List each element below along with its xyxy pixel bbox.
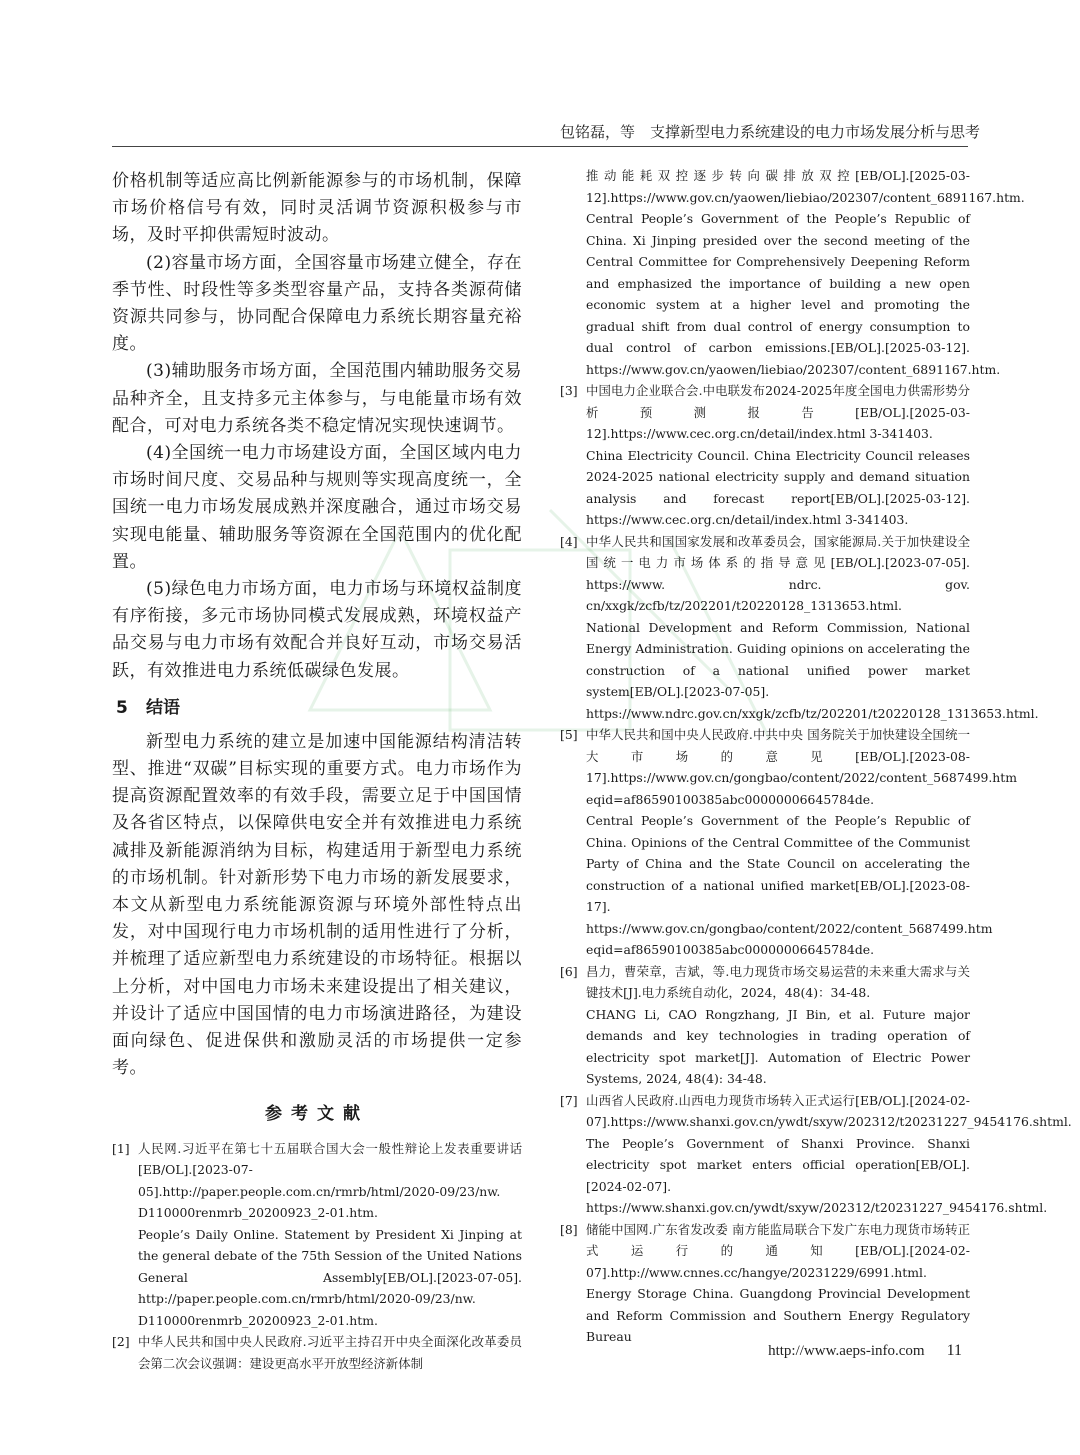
conclusion-paragraph: 新型电力系统的建立是加速中国能源结构清洁转型、推进“双碳”目标实现的重要方式。电力市场作为提高资源配置效率的有效手段，需要立足于中国国情及各省区特点，以保障供电安全并有效推进电力系统减排及新能源消纳为目标，构建适用于新型电力系统的市场机制。针对新形势下电力市场的新发展要求，本文从新型电力系统能源资源与环境外部性特点出发，对中国现行电力市场机制的适用性进行了分析，并梳理了适应新型电力系统建设的市场特征。根据以上分析，对中国电力市场未来建设提出了相关建议，并设计了适应中国国情的电力市场演进路径，为建设面向绿色、促进保供和激励灵活的市场提供一定参考。 xyxy=(112,731,522,1079)
reference-item xyxy=(112,1331,522,1374)
left-column xyxy=(112,168,522,1374)
reference-cn: 中华人民共和国国家发展和改革委员会，国家能源局.关于加快建设全国统一电力市场体系的指导意见[EB/OL].[2023-07-05]. https://www. ndrc. gov. cn/xxgk/zcfb/tz/202201/t20220128_1313653.html. xyxy=(586,533,983,613)
section-title: 结语 xyxy=(146,697,180,718)
reference-en: The People’s Government of Shanxi Province. Shanxi electricity spot market enters official operation[EB/OL].[2024-02-07]. https://www.shanxi.gov.cn/ywdt/sxyw/202312/t20231227_9454176.shtml. xyxy=(586,1135,1048,1215)
reference-en: National Development and Reform Commission, National Energy Administration. Guiding opinions on accelerating the construction of a national unified power market system[EB/OL].[2023-07-05]. https://www.ndrc.gov.cn/xxgk/zcfb/tz/202201/t20220128_1313653.html. xyxy=(586,619,1039,721)
reference-item xyxy=(560,724,1017,961)
reference-cn: 中国电力企业联合会.中电联发布2024-2025年度全国电力供需形势分析预测报告[EB/OL].[2025-03-12].https://www.cec.org.cn/detail/index.html 3-341403. xyxy=(586,383,970,441)
reference-item xyxy=(560,1090,1072,1219)
running-header: 包铭磊，等 支撑新型电力系统建设的电力市场发展分析与思考 xyxy=(560,123,981,141)
reference-number: [8] xyxy=(560,1221,578,1237)
reference-number: [7] xyxy=(560,1092,578,1108)
reference-number: [4] xyxy=(560,533,578,549)
paragraph: (4)全国统一电力市场建设方面，全国区域内电力市场时间尺度、交易品种与规则等实现高度统一，全国统一电力市场发展成熟并深度融合，通过市场交易实现电能量、辅助服务等资源在全国范围内的优化配置。 xyxy=(112,443,522,572)
reference-item xyxy=(560,961,970,1090)
reference-continuation xyxy=(560,165,1025,380)
reference-item xyxy=(560,531,1039,725)
reference-cn: 推动能耗双控逐步转向碳排放双控[EB/OL].[2025-03-12].https://www.gov.cn/yaowen/liebiao/202307/content_6891167.htm. xyxy=(586,168,1025,205)
reference-en: Central People’s Government of the People’s Republic of China. Opinions of the Central Committee of the Communist Party of China and the State Council on accelerating the construction of a national unified market[EB/OL].[2023-08-17]. https://www.gov.cn/gongbao/content/2022/content_5687499.htm eqid=af86590100385abc00000006645784de. xyxy=(586,813,993,957)
reference-number: [5] xyxy=(560,727,578,742)
reference-en: CHANG Li, CAO Rongzhang, JI Bin, et al. Future major demands and key technologies in trading operation of electricity spot market[J]. Automation of Electric Power Systems, 2024, 48(4): 34-48. xyxy=(586,1006,970,1086)
reference-cn: 昌力，曹荣章，吉斌，等.电力现货市场交易运营的未来重大需求与关键技术[J].电力系统自动化，2024，48(4)：34-48. xyxy=(586,963,970,1000)
section-heading xyxy=(116,695,522,721)
reference-en: China Electricity Council. China Electricity Council releases 2024-2025 national electricity supply and demand situation analysis and forecast report[EB/OL].[2025-03-12]. https://www.cec.org.cn/detail/index.html 3-341403. xyxy=(586,447,970,527)
reference-cn: 中华人民共和国中央人民政府.中共中央 国务院关于加快建设全国统一大市场的意见[EB/OL].[2023-08-17].https://www.gov.cn/gongbao/content/2022/content_5687499.htm eqid=af86590100385abc00000006645784de. xyxy=(586,727,1017,807)
right-column xyxy=(560,165,1072,1348)
reference-number: [6] xyxy=(560,963,578,979)
header-rule xyxy=(112,146,968,147)
footer-url[interactable]: http://www.aeps-info.com xyxy=(768,1343,925,1359)
reference-cn: 中华人民共和国中央人民政府.习近平主持召开中央全面深化改革委员会第二次会议强调：建设更高水平开放型经济新体制 xyxy=(138,1334,522,1371)
paragraph: (2)容量市场方面，全国容量市场建立健全，存在季节性、时段性等多类型容量产品，支持各类源荷储资源共同参与，协同配合保障电力系统长期容量充裕度。 xyxy=(112,252,522,355)
reference-item xyxy=(112,1138,522,1332)
page-number: 11 xyxy=(946,1342,962,1359)
reference-en: People’s Daily Online. Statement by President Xi Jinping at the general debate of the 75th Session of the United Nations General Assembly[EB/OL].[2023-07-05]. http://paper.people.com.cn/rmrb/html/2020-09/23/nw. D110000renmrb_20200923_2-01.htm. xyxy=(138,1226,522,1328)
reference-cn: 储能中国网.广东省发改委 南方能监局联合下发广东电力现货市场转正式运行的通知[EB/OL].[2024-02-07].http://www.cnnes.cc/hangye/20231229/6991.html. xyxy=(586,1221,970,1280)
paragraph: (5)绿色电力市场方面，电力市场与环境权益制度有序衔接，多元市场协同模式发展成熟，环境权益产品交易与电力市场有效配合并良好互动，市场交易活跃，有效推进电力系统低碳绿色发展。 xyxy=(112,579,522,681)
reference-number: [3] xyxy=(560,383,578,398)
paragraph: 价格机制等适应高比例新能源参与的市场机制，保障市场价格信号有效，同时灵活调节资源积极参与市场，及时平抑供需短时波动。 xyxy=(112,171,522,246)
reference-item xyxy=(560,380,970,531)
section-number: 5 xyxy=(116,697,128,718)
reference-cn: 人民网.习近平在第七十五届联合国大会一般性辩论上发表重要讲话[EB/OL].[2023-07-05].http://paper.people.com.cn/rmrb/html/2020-09/23/nw. D110000renmrb_20200923_2-01.htm. xyxy=(138,1140,522,1220)
page-footer xyxy=(768,1342,962,1360)
references-heading: 参考文献 xyxy=(265,1103,369,1124)
reference-cn: 山西省人民政府.山西电力现货市场转入正式运行[EB/OL].[2024-02-07].https://www.shanxi.gov.cn/ywdt/sxyw/202312/t20231227_9454176.shtml. xyxy=(586,1092,1072,1129)
reference-number: [1] xyxy=(112,1140,130,1156)
reference-item xyxy=(560,1219,970,1348)
paragraph: (3)辅助服务市场方面，全国范围内辅助服务交易品种齐全，且支持多元主体参与，与电能量市场有效配合，可对电力系统各类不稳定情况实现快速调节。 xyxy=(112,361,522,436)
reference-number: [2] xyxy=(112,1334,130,1349)
reference-en: Energy Storage China. Guangdong Provincial Development and Reform Commission and Southern Energy Regulatory Bureau xyxy=(586,1286,970,1344)
reference-en: Central People’s Government of the People’s Republic of China. Xi Jinping presided over the second meeting of the Central Committee for Comprehensively Deepening Reform and emphasized the importance of building a new open economic system at a higher level and promoting the gradual shift from dual control of energy consumption to dual control of carbon emissions.[EB/OL].[2025-03-12]. https://www.gov.cn/yaowen/liebiao/202307/content_6891167.htm. xyxy=(586,211,1001,377)
